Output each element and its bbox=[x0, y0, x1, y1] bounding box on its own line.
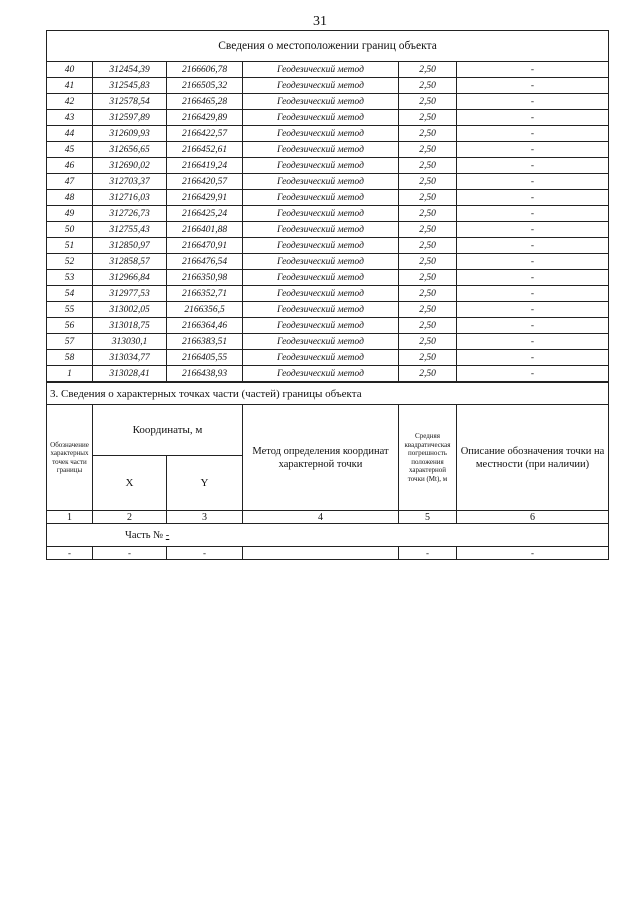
point-y: 2166470,91 bbox=[167, 238, 243, 254]
point-mt: 2,50 bbox=[399, 238, 457, 254]
point-description: - bbox=[457, 126, 609, 142]
section3-header-row bbox=[47, 405, 609, 456]
point-mt: 2,50 bbox=[399, 302, 457, 318]
section3-title-row bbox=[47, 383, 609, 405]
point-mt: 2,50 bbox=[399, 110, 457, 126]
header-mt: Средняя квадратическая погрешность положения характерной точки (Mt), м bbox=[399, 405, 457, 511]
point-row bbox=[47, 254, 609, 270]
page-number: 31 bbox=[313, 14, 327, 29]
point-number: 52 bbox=[47, 254, 93, 270]
point-description: - bbox=[457, 222, 609, 238]
column-number: 5 bbox=[399, 511, 457, 524]
point-description: - bbox=[457, 270, 609, 286]
point-number: 48 bbox=[47, 190, 93, 206]
point-method: Геодезический метод bbox=[243, 302, 399, 318]
point-y: 2166422,57 bbox=[167, 126, 243, 142]
point-number: 51 bbox=[47, 238, 93, 254]
point-row bbox=[47, 366, 609, 382]
point-method: Геодезический метод bbox=[243, 222, 399, 238]
point-row bbox=[47, 78, 609, 94]
point-description: - bbox=[457, 286, 609, 302]
point-method: Геодезический метод bbox=[243, 366, 399, 382]
point-y: 2166438,93 bbox=[167, 366, 243, 382]
point-mt: 2,50 bbox=[399, 126, 457, 142]
point-number: 57 bbox=[47, 334, 93, 350]
point-mt: 2,50 bbox=[399, 158, 457, 174]
point-y: 2166476,54 bbox=[167, 254, 243, 270]
point-y: 2166419,24 bbox=[167, 158, 243, 174]
point-row bbox=[47, 302, 609, 318]
point-y: 2166429,89 bbox=[167, 110, 243, 126]
point-mt: 2,50 bbox=[399, 254, 457, 270]
point-y: 2166452,61 bbox=[167, 142, 243, 158]
point-row bbox=[47, 94, 609, 110]
point-number: 1 bbox=[47, 366, 93, 382]
point-y: 2166350,98 bbox=[167, 270, 243, 286]
point-mt: 2,50 bbox=[399, 350, 457, 366]
point-y: 2166364,46 bbox=[167, 318, 243, 334]
point-number: 43 bbox=[47, 110, 93, 126]
point-x: 312858,57 bbox=[93, 254, 167, 270]
point-description: - bbox=[457, 238, 609, 254]
point-x: 312656,65 bbox=[93, 142, 167, 158]
point-mt: 2,50 bbox=[399, 174, 457, 190]
part-cell bbox=[47, 524, 609, 547]
point-method: Геодезический метод bbox=[243, 270, 399, 286]
point-mt: 2,50 bbox=[399, 206, 457, 222]
point-row bbox=[47, 222, 609, 238]
point-number: 41 bbox=[47, 78, 93, 94]
point-x: 312703,37 bbox=[93, 174, 167, 190]
point-method: Геодезический метод bbox=[243, 174, 399, 190]
point-y: 2166505,32 bbox=[167, 78, 243, 94]
point-x: 312966,84 bbox=[93, 270, 167, 286]
point-row bbox=[47, 206, 609, 222]
point-x: 313034,77 bbox=[93, 350, 167, 366]
point-x: 312597,89 bbox=[93, 110, 167, 126]
header-method: Метод определения координат характерной точки bbox=[243, 405, 399, 511]
point-row bbox=[47, 334, 609, 350]
point-number: 50 bbox=[47, 222, 93, 238]
point-x: 312755,43 bbox=[93, 222, 167, 238]
point-mt: 2,50 bbox=[399, 94, 457, 110]
point-x: 312609,93 bbox=[93, 126, 167, 142]
point-y: 2166606,78 bbox=[167, 62, 243, 78]
point-row bbox=[47, 286, 609, 302]
section3-table bbox=[46, 382, 609, 560]
point-description: - bbox=[457, 350, 609, 366]
empty-cell: - bbox=[399, 547, 457, 560]
point-x: 312726,73 bbox=[93, 206, 167, 222]
column-number: 1 bbox=[47, 511, 93, 524]
part-row bbox=[47, 524, 609, 547]
point-number: 56 bbox=[47, 318, 93, 334]
empty-cell: - bbox=[167, 547, 243, 560]
point-description: - bbox=[457, 254, 609, 270]
point-method: Геодезический метод bbox=[243, 206, 399, 222]
point-number: 53 bbox=[47, 270, 93, 286]
point-mt: 2,50 bbox=[399, 142, 457, 158]
point-y: 2166420,57 bbox=[167, 174, 243, 190]
column-number-row bbox=[47, 511, 609, 524]
point-description: - bbox=[457, 110, 609, 126]
point-description: - bbox=[457, 62, 609, 78]
point-description: - bbox=[457, 302, 609, 318]
header-coordinates: Координаты, м bbox=[93, 405, 243, 456]
column-number: 2 bbox=[93, 511, 167, 524]
point-description: - bbox=[457, 318, 609, 334]
point-description: - bbox=[457, 142, 609, 158]
point-number: 46 bbox=[47, 158, 93, 174]
point-row bbox=[47, 190, 609, 206]
empty-point-row bbox=[47, 547, 609, 560]
point-x: 312578,54 bbox=[93, 94, 167, 110]
point-mt: 2,50 bbox=[399, 318, 457, 334]
column-number: 6 bbox=[457, 511, 609, 524]
point-y: 2166425,24 bbox=[167, 206, 243, 222]
point-number: 47 bbox=[47, 174, 93, 190]
column-number: 3 bbox=[167, 511, 243, 524]
point-y: 2166465,28 bbox=[167, 94, 243, 110]
point-y: 2166405,55 bbox=[167, 350, 243, 366]
empty-cell bbox=[243, 547, 399, 560]
point-method: Геодезический метод bbox=[243, 334, 399, 350]
point-mt: 2,50 bbox=[399, 286, 457, 302]
point-number: 58 bbox=[47, 350, 93, 366]
point-number: 42 bbox=[47, 94, 93, 110]
point-row bbox=[47, 238, 609, 254]
header-designation: Обозначение характерных точек части границы bbox=[47, 405, 93, 511]
empty-cell: - bbox=[93, 547, 167, 560]
point-row bbox=[47, 174, 609, 190]
point-number: 40 bbox=[47, 62, 93, 78]
point-number: 55 bbox=[47, 302, 93, 318]
point-x: 313002,05 bbox=[93, 302, 167, 318]
point-x: 312690,02 bbox=[93, 158, 167, 174]
point-mt: 2,50 bbox=[399, 222, 457, 238]
point-method: Геодезический метод bbox=[243, 62, 399, 78]
point-description: - bbox=[457, 206, 609, 222]
point-method: Геодезический метод bbox=[243, 254, 399, 270]
boundary-points-table bbox=[46, 30, 609, 382]
point-method: Геодезический метод bbox=[243, 350, 399, 366]
point-x: 312716,03 bbox=[93, 190, 167, 206]
point-method: Геодезический метод bbox=[243, 110, 399, 126]
point-row bbox=[47, 318, 609, 334]
point-method: Геодезический метод bbox=[243, 190, 399, 206]
header-y: Y bbox=[167, 456, 243, 511]
point-x: 313018,75 bbox=[93, 318, 167, 334]
point-description: - bbox=[457, 334, 609, 350]
point-method: Геодезический метод bbox=[243, 158, 399, 174]
point-number: 49 bbox=[47, 206, 93, 222]
point-x: 312545,83 bbox=[93, 78, 167, 94]
section3-title: 3. Сведения о характерных точках части (частей) границы объекта bbox=[47, 383, 609, 405]
point-method: Геодезический метод bbox=[243, 126, 399, 142]
point-number: 54 bbox=[47, 286, 93, 302]
point-y: 2166401,88 bbox=[167, 222, 243, 238]
boundary-document bbox=[46, 30, 608, 560]
point-x: 313028,41 bbox=[93, 366, 167, 382]
point-description: - bbox=[457, 190, 609, 206]
point-method: Геодезический метод bbox=[243, 94, 399, 110]
header-description: Описание обозначения точки на местности (при наличии) bbox=[457, 405, 609, 511]
column-number: 4 bbox=[243, 511, 399, 524]
point-row bbox=[47, 270, 609, 286]
point-row bbox=[47, 62, 609, 78]
point-y: 2166429,91 bbox=[167, 190, 243, 206]
point-row bbox=[47, 158, 609, 174]
point-mt: 2,50 bbox=[399, 366, 457, 382]
point-x: 312454,39 bbox=[93, 62, 167, 78]
empty-cell: - bbox=[457, 547, 609, 560]
point-description: - bbox=[457, 78, 609, 94]
point-description: - bbox=[457, 174, 609, 190]
point-row bbox=[47, 126, 609, 142]
point-x: 313030,1 bbox=[93, 334, 167, 350]
part-value: - bbox=[165, 529, 170, 541]
point-number: 45 bbox=[47, 142, 93, 158]
point-mt: 2,50 bbox=[399, 190, 457, 206]
point-description: - bbox=[457, 366, 609, 382]
point-method: Геодезический метод bbox=[243, 142, 399, 158]
point-description: - bbox=[457, 94, 609, 110]
point-x: 312850,97 bbox=[93, 238, 167, 254]
point-y: 2166356,5 bbox=[167, 302, 243, 318]
point-row bbox=[47, 350, 609, 366]
point-row bbox=[47, 142, 609, 158]
point-mt: 2,50 bbox=[399, 270, 457, 286]
point-row bbox=[47, 110, 609, 126]
point-mt: 2,50 bbox=[399, 62, 457, 78]
point-description: - bbox=[457, 158, 609, 174]
point-method: Геодезический метод bbox=[243, 78, 399, 94]
empty-cell: - bbox=[47, 547, 93, 560]
point-method: Геодезический метод bbox=[243, 238, 399, 254]
header-x: X bbox=[93, 456, 167, 511]
point-mt: 2,50 bbox=[399, 334, 457, 350]
part-label: Часть № bbox=[125, 529, 164, 541]
point-method: Геодезический метод bbox=[243, 286, 399, 302]
point-x: 312977,53 bbox=[93, 286, 167, 302]
point-number: 44 bbox=[47, 126, 93, 142]
point-mt: 2,50 bbox=[399, 78, 457, 94]
boundary-title: Сведения о местоположении границ объекта bbox=[47, 31, 609, 62]
point-method: Геодезический метод bbox=[243, 318, 399, 334]
point-y: 2166352,71 bbox=[167, 286, 243, 302]
boundary-title-row bbox=[47, 31, 609, 62]
point-y: 2166383,51 bbox=[167, 334, 243, 350]
